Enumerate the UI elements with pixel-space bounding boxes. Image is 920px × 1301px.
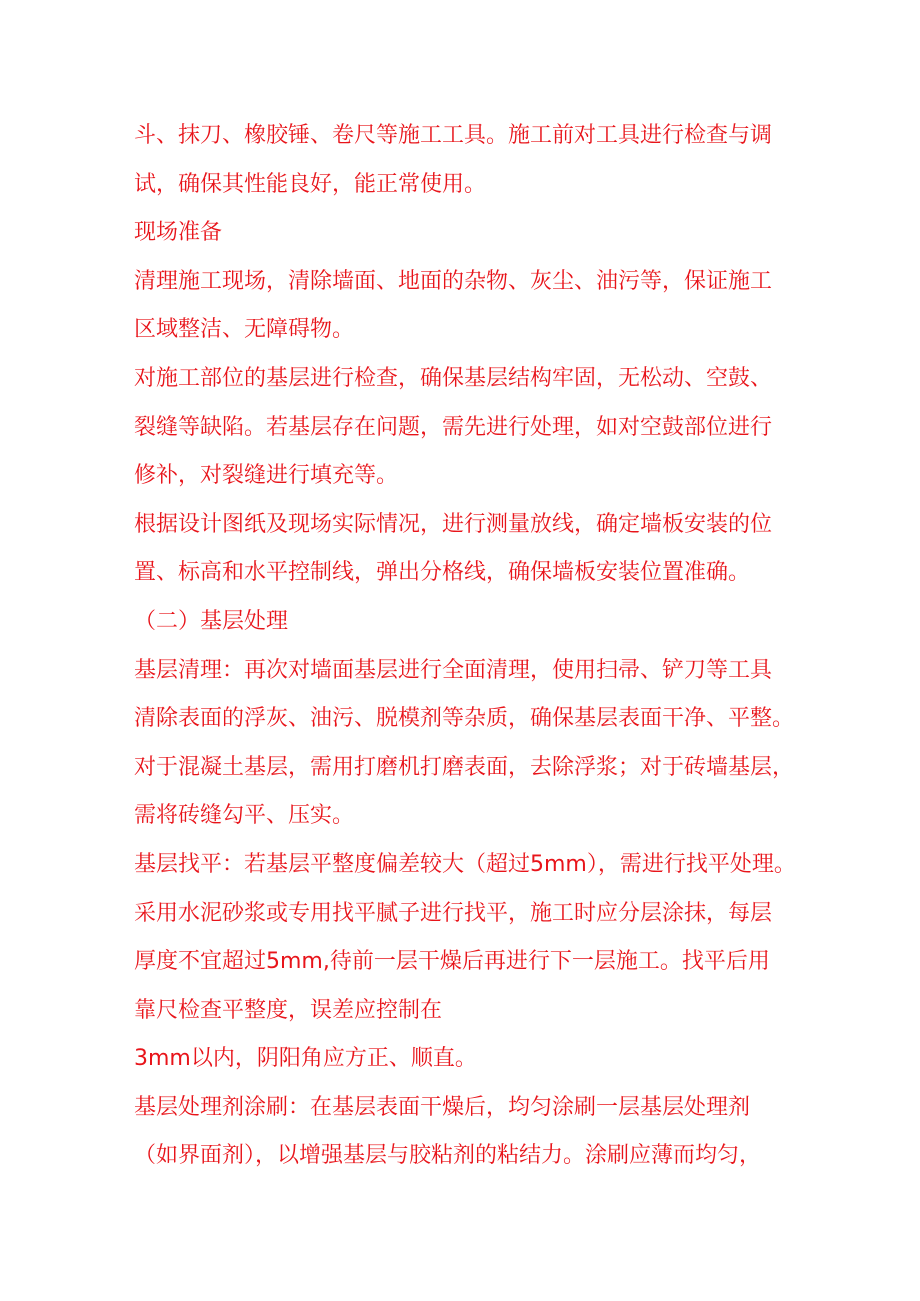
text-line: 斗、抹刀、橡胶锤、卷尺等施工工具。施工前对工具进行检查与调	[134, 123, 773, 148]
section-heading: （二）基层处理	[134, 608, 289, 634]
text-line: 根据设计图纸及现场实际情况，进行测量放线，确定墙板安装的位	[134, 511, 773, 537]
section-heading: 现场准备	[134, 220, 223, 246]
text-line: 清理施工现场，清除墙面、地面的杂物、灰尘、油污等，保证施工	[134, 268, 773, 294]
text-line: 靠尺检查平整度，误差应控制在	[134, 997, 443, 1023]
text-line: 区域整洁、无障碍物。	[134, 317, 355, 343]
text-line: 采用水泥砂浆或专用找平腻子进行找平，施工时应分层涂抹，每层	[134, 900, 773, 926]
text-line: 试，确保其性能良好，能正常使用。	[134, 171, 487, 197]
text-line: 基层清理：再次对墙面基层进行全面清理，使用扫帚、铲刀等工具	[134, 657, 773, 683]
text-line: （如界面剂），以增强基层与胶粘剂的粘结力。涂刷应薄而均匀，	[134, 1143, 762, 1169]
document-body	[134, 112, 804, 1181]
text-line: 清除表面的浮灰、油污、脱模剂等杂质，确保基层表面干净、平整。	[134, 706, 795, 732]
text-line: 基层处理剂涂刷：在基层表面干燥后，均匀涂刷一层基层处理剂	[134, 1094, 751, 1120]
text-line: 对于混凝土基层，需用打磨机打磨表面，去除浮浆；对于砖墙基层，	[134, 754, 795, 780]
text-line: 需将砖缝勾平、压实。	[134, 803, 355, 829]
text-line: 裂缝等缺陷。若基层存在问题，需先进行处理，如对空鼓部位进行	[134, 414, 773, 440]
text-line: 厚度不宜超过5mm,待前一层干燥后再进行下一层施工。找平后用	[134, 949, 770, 975]
text-line: 基层找平：若基层平整度偏差较大（超过5mm），需进行找平处理。	[134, 851, 796, 877]
text-line: 3mm以内，阴阳角应方正、顺直。	[134, 1046, 477, 1072]
text-line: 对施工部位的基层进行检查，确保基层结构牢固，无松动、空鼓、	[134, 365, 773, 391]
text-line: 置、标高和水平控制线，弹出分格线，确保墙板安装位置准确。	[134, 560, 751, 586]
text-line: 修补，对裂缝进行填充等。	[134, 463, 399, 489]
